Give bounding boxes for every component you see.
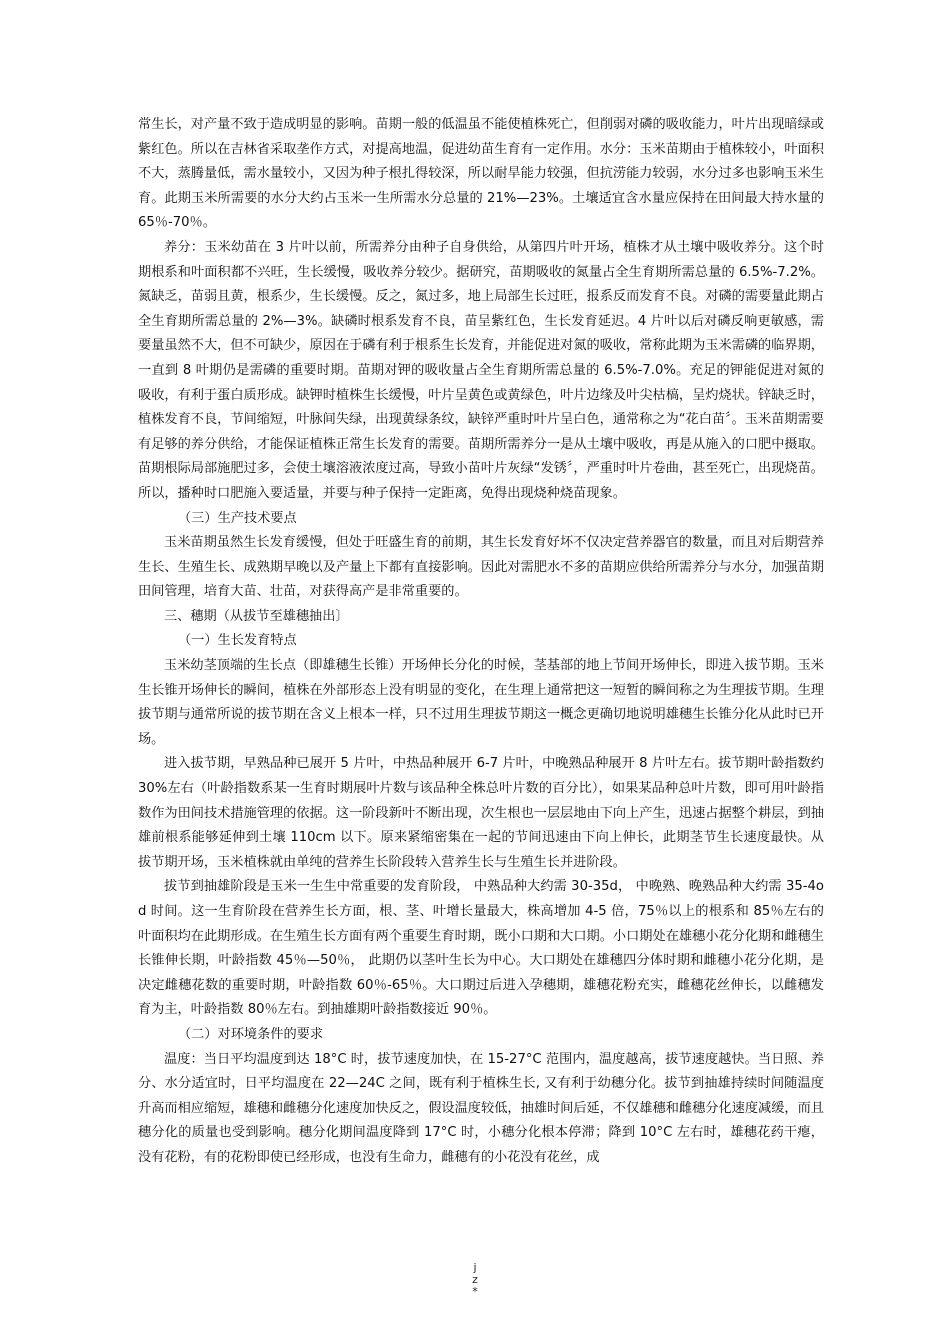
paragraph-jointing-leaf-index: 进入拔节期，早熟品种已展开 5 片叶，中热品种展开 6-7 片叶，中晚熟品种展开 8 片叶左右。拔节期叶龄指数约 30%左右（叶龄指数系某一生育时期展叶片数与该品种全株总叶片数的百分比），如果某品种总叶片数，即可用叶龄指数作为田间技术措施管理的依据。这一阶段新叶不断出现，次生根也一层层地由下向上产生，迅速占据整个耕层，到抽雄前根系能够延伸到土壤 110cm 以下。原来紧缩密集在一起的节间迅速由下向上伸长，此期茎节生长速度最快。从拔节期开场，玉米植株就由单纯的营养生长阶段转入营养生长与生殖生长并进阶段。 (138, 756, 824, 870)
page-footer-mark (468, 1262, 482, 1298)
paragraph-jointing-to-tasseling: 拔节到抽雄阶段是玉米一生生中常重要的发育阶段， 中熟品种大约需 30-35d， 中晚熟、晚熟品种大约需 35-4od 时间。这一生育阶段在营养生长方面，根、茎、叶增长量最大，株高增加 4-5 倍，75％以上的根系和 85％左右的叶面积均在此期形成。在生殖生长方面有两个重要生育时期，既小口期和大口期。小口期处在雄穗小花分化期和雌穗生长锥伸长期，叶龄指数 45％—50％， 此期仍以茎叶生长为中心。大口期处在雄穗四分体时期和雌穗小花分化期，是决定雌穗花数的重要时期，叶龄指数 60％-65％。大口期过后进入孕穗期，雄穗花粉充实，雌穗花丝伸长，以雌穗发育为主，叶龄指数 80％左右。到抽雄期叶龄指数接近 90％。 (138, 879, 824, 1018)
section-heading-growth-characteristics: （一）生长发育特点 (178, 633, 297, 649)
footer-line: j (473, 1261, 477, 1274)
paragraph-seedling-nutrients: 养分：玉米幼苗在 3 片叶以前，所需养分由种子自身供给，从第四片叶开场，植株才从土壤中吸收养分。这个时期根系和叶面积都不兴旺，生长缓慢，吸收养分较少。据研究，苗期吸收的氮量占全生育期所需总量的 6.5%-7.2%。氮缺乏，苗弱且黄，根系少，生长缓慢。反之，氮过多，地上局部生长过旺，报系反而发育不良。对磷的需要量此期占全生育期所需总量的 2%—3%。缺磷时根系发育不良，苗呈紫红色，生长发育延迟。4 片叶以后对磷反响更敏感，需要量虽然不大，但不可缺少，原因在于磷有利于根系生长发育，并能促进对氮的吸收，常称此期为玉米需磷的临界期，一直到 8 叶期仍是需磷的重要时期。苗期对钾的吸收量占全生育期所需总量的 6.5%-7.0%。充足的钾能促进对氮的吸收，有利于蛋白质形成。缺钾时植株生长缓慢，叶片呈黄色或黄绿色，叶片边缘及叶尖枯槁，呈灼烧状。锌缺乏时，植株发育不良，节间缩短，叶脉间失绿，出现黄绿条纹，缺锌严重时叶片呈白色，通常称之为“花白苗〞。玉米苗期需要有足够的养分供给，才能保证植株正常生长发育的需要。苗期所需养分一是从土壤中吸收，再是从施入的口肥中摄取。苗期根际局部施肥过多，会使土壤溶液浓度过高，导致小苗叶片灰绿“发锈〞，严重时叶片卷曲，甚至死亡，出现烧苗。所以，播种时口肥施入要适量，并要与种子保持一定距离，免得出现烧种烧苗现象。 (138, 239, 824, 501)
paragraph-temperature: 温度：当日平均温度到达 18°C 时，拔节速度加快，在 15-27°C 范围内，温度越高，拔节速度越快。当日照、养分、水分适宜时，日平均温度在 22—24C 之间，既有利于植株生长, 又有利于幼穗分化。拔节到抽雄持续时间随温度升高而相应缩短，雄穗和雌穗分化速度加快反之，假设温度较低，抽雄时间后延，不仅雄穗和雌穗分化速度减缓，而且穗分化的质量也受到影响。穗分化期间温度降到 17°C 时，小穗分化根本停滞；降到 10°C 左右时，雄穗花药干瘪，没有花粉，有的花粉即使已经形成，也没有生命力，雌穗有的小花没有花丝，成 (138, 1051, 824, 1165)
document-body (138, 113, 824, 1171)
footer-line: * (472, 1285, 478, 1298)
section-heading-production-points: （三）生产技术要点 (178, 510, 297, 526)
paragraph-jointing-definition: 玉米幼茎顶端的生长点（即雄穗生长锥）开场伸长分化的时候，茎基部的地上节间开场伸长，即进入拔节期。玉米生长锥开场伸长的瞬间，植株在外部形态上没有明显的变化，在生理上通常把这一短暂的瞬间称之为生理拔节期。生理拔节期与通常所说的拔节期在含义上根本一样，只不过用生理拔节期这一概念更确切地说明雄穗生长锥分化从此时已开场。 (138, 658, 824, 747)
section-heading-environment: （二）对环境条件的要求 (178, 1026, 324, 1042)
paragraph-seedling-temperature-water: 常生长，对产量不致于造成明显的影响。苗期一般的低温虽不能使植株死亡，但削弱对磷的吸收能力，叶片出现暗绿或紫红色。所以在吉林省采取垄作方式，对提高地温，促进幼苗生育有一定作用。水分：玉米苗期由于植株较小，叶面积不大，蒸腾量低，需水量较小，又因为种子根扎得较深，所以耐旱能力较强，但抗涝能力较弱，水分过多也影响玉米生育。此期玉米所需要的水分大约占玉米一生所需水分总量的 21%—23%。土壤适宜含水量应保持在田间最大持水量的 65％-70％。 (138, 117, 824, 231)
paragraph-production-points: 玉米苗期虽然生长发育缓慢，但处于旺盛生育的前期，其生长发育好坏不仅决定营养器官的数量，而且对后期营养生长、生殖生长、成熟期早晚以及产量上下都有直接影响。因此对需肥水不多的苗期应供给所需养分与水分，加强苗期田间管理，培育大苗、壮苗，对获得高产是非常重要的。 (138, 535, 824, 600)
footer-line: z (472, 1273, 478, 1286)
chapter-heading-ear-stage: 三、穗期（从拔节至雄穗抽出〕 (164, 608, 349, 624)
